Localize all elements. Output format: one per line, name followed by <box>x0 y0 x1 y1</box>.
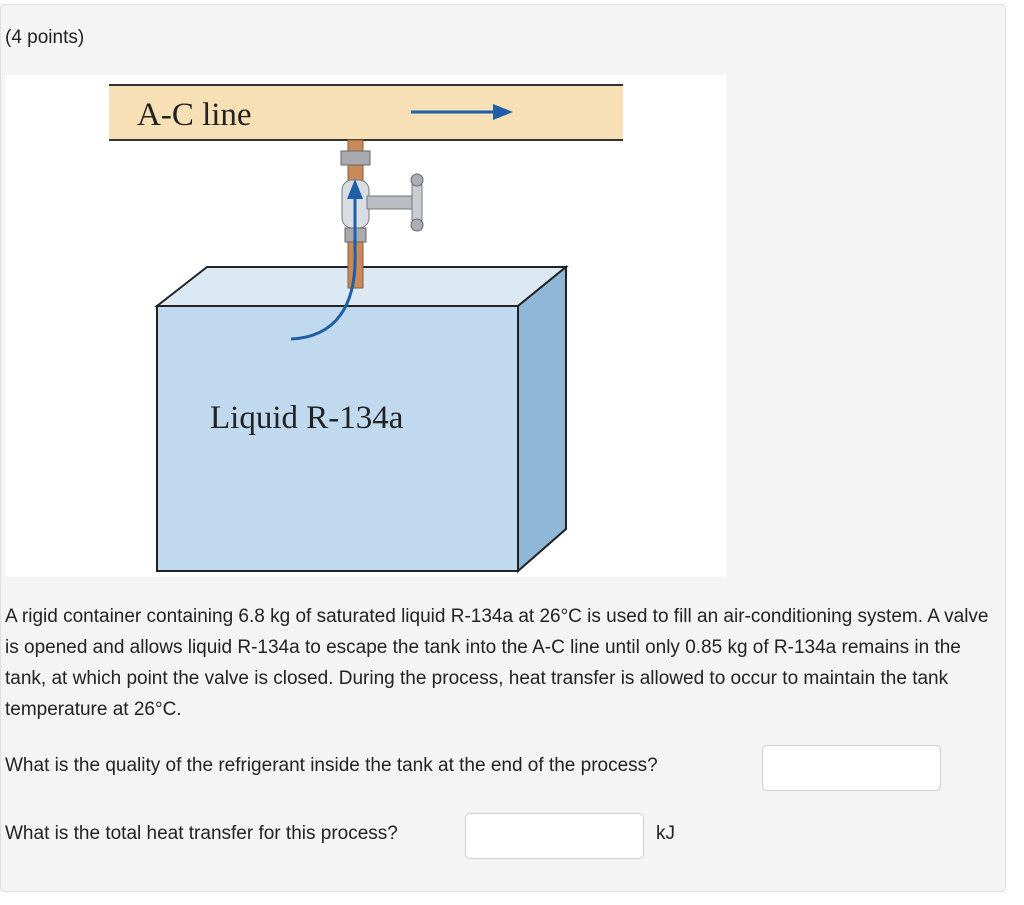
question-panel <box>0 4 1006 892</box>
heat-transfer-unit: kJ <box>656 823 675 844</box>
tank-side-face <box>518 267 566 571</box>
question-quality-label: What is the quality of the refrigerant inside the tank at the end of the process? <box>5 755 658 776</box>
points-label: (4 points) <box>5 27 85 48</box>
tank-diagram-figure <box>5 75 726 577</box>
heat-transfer-answer-input[interactable] <box>465 813 644 859</box>
tank-contents-label: Liquid R-134a <box>210 400 404 436</box>
question-paragraph: A rigid container containing 6.8 kg of saturated liquid R-134a at 26°C is used to fill an air-conditioning system. A valve is opened and allows liquid R-134a to escape the tank into the A-C line until only 0.85 kg of R-134a remains in the tank, at which point the valve is closed. During the process, heat transfer is allowed to occur to maintain the tank temperature at 26°C. <box>5 606 989 720</box>
question-heat-transfer-label: What is the total heat transfer for this process? <box>5 823 398 844</box>
quality-answer-input[interactable] <box>762 745 941 791</box>
tank-front-face <box>157 306 518 571</box>
ac-line-label: A-C line <box>137 97 252 133</box>
